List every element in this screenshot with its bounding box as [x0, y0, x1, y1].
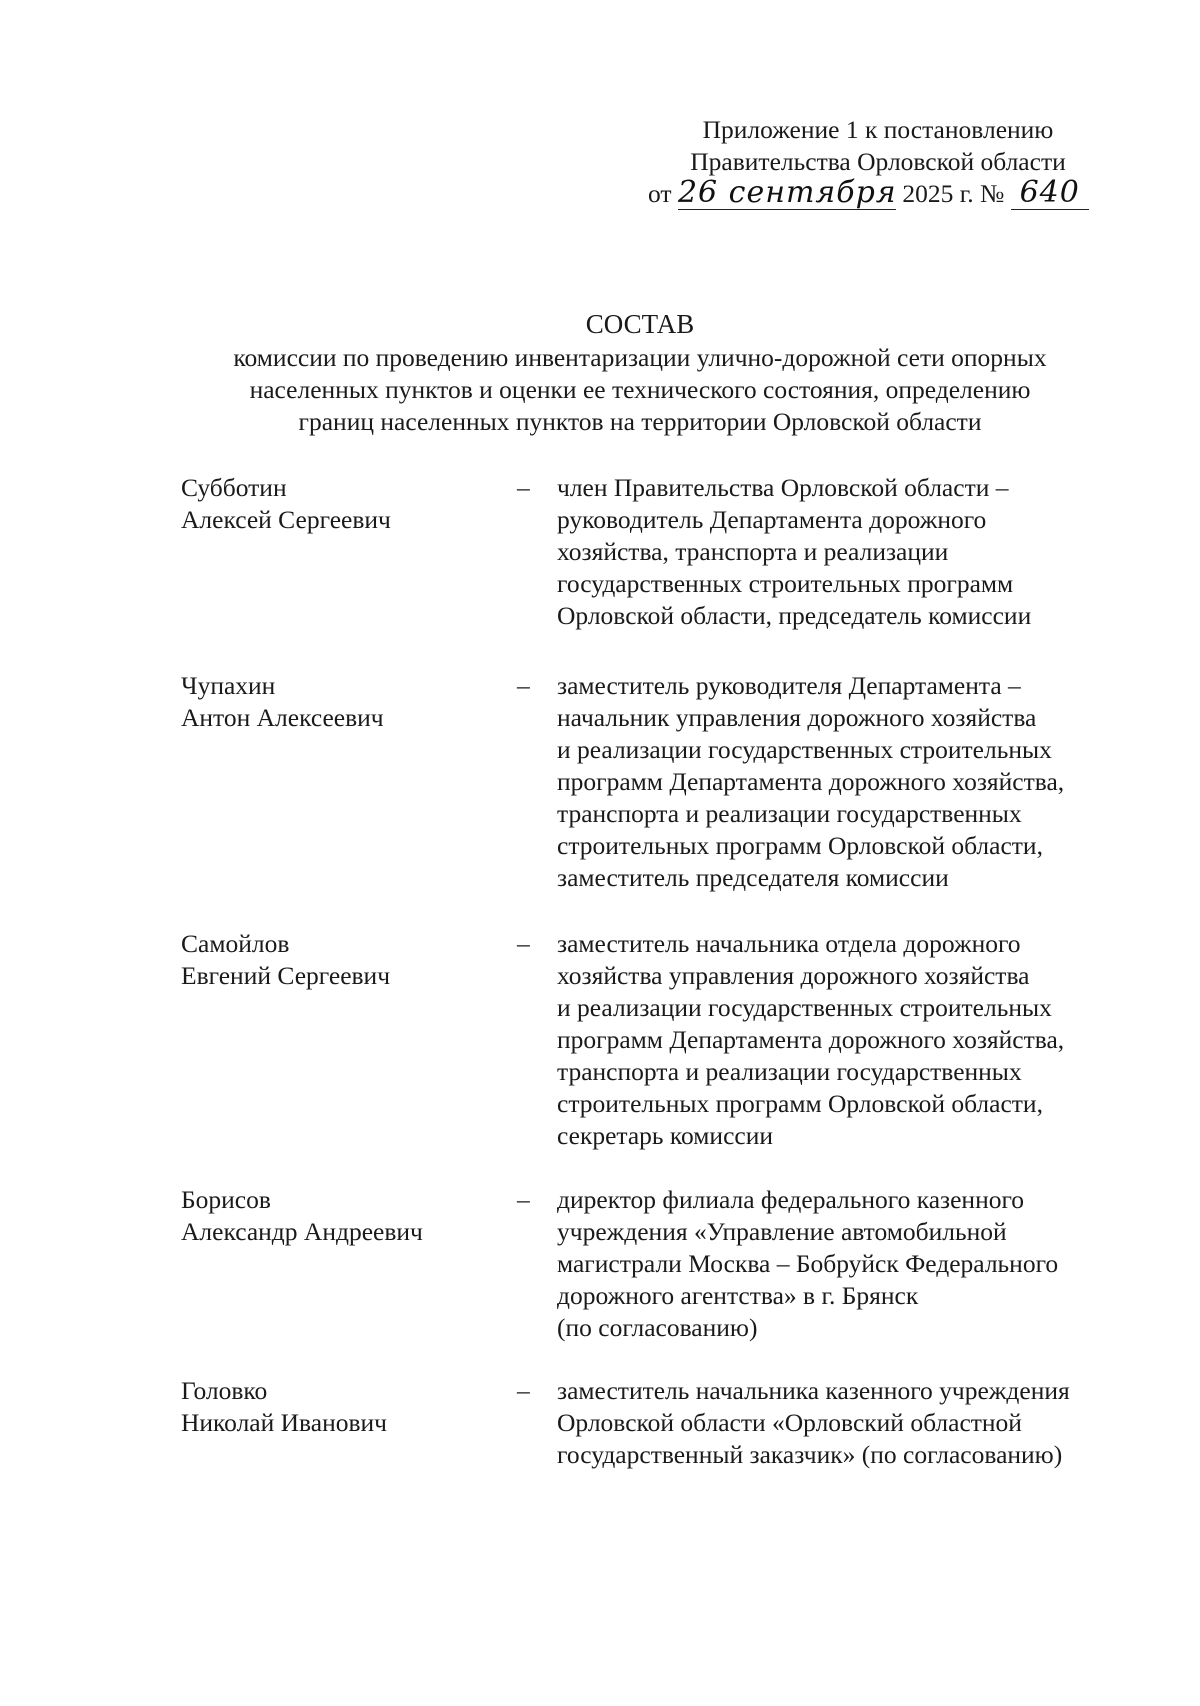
role-line: хозяйства управления дорожного хозяйства: [557, 961, 1030, 990]
member-surname: Борисов: [181, 1185, 271, 1214]
member-surname: Субботин: [181, 473, 287, 502]
member-role: [557, 1375, 1157, 1471]
role-line: секретарь комиссии: [557, 1121, 774, 1150]
date-prefix: от: [648, 179, 672, 208]
role-line: заместитель руководителя Департамента –: [557, 671, 1021, 700]
role-line: государственный заказчик» (по согласованию): [557, 1440, 1063, 1469]
subtitle-line: населенных пунктов и оценки ее технического состояния, определению: [249, 375, 1031, 404]
role-line: директор филиала федерального казенного: [557, 1185, 1025, 1214]
role-line: и реализации государственных строительных: [557, 993, 1052, 1022]
attachment-header: [648, 114, 1108, 210]
role-line: и реализации государственных строительных: [557, 735, 1052, 764]
subtitle-line: комиссии по проведению инвентаризации улично-дорожной сети опорных: [233, 343, 1047, 372]
role-line: хозяйства, транспорта и реализации: [557, 537, 949, 566]
subtitle-line: границ населенных пунктов на территории Орловской области: [298, 407, 982, 436]
role-line: заместитель председателя комиссии: [557, 863, 949, 892]
role-line: Орловской области, председатель комиссии: [557, 601, 1032, 630]
role-line: руководитель Департамента дорожного: [557, 505, 987, 534]
member-role: [557, 1184, 1157, 1344]
role-line: строительных программ Орловской области,: [557, 831, 1043, 860]
member-surname: Чупахин: [181, 671, 276, 700]
handwritten-number: 640: [1011, 178, 1089, 210]
role-line: магистрали Москва – Бобруйск Федерального: [557, 1249, 1059, 1278]
role-line: член Правительства Орловской области –: [557, 473, 1009, 502]
document-title: СОСТАВ: [585, 309, 695, 339]
member-given-names: Антон Алексеевич: [181, 703, 384, 732]
member-surname: Головко: [181, 1376, 268, 1405]
role-line: государственных строительных программ: [557, 569, 1014, 598]
member-role: [557, 670, 1157, 894]
member-name: [181, 1375, 387, 1439]
member-name: [181, 1184, 423, 1248]
role-line: заместитель начальника казенного учреждения: [557, 1376, 1070, 1405]
member-given-names: Александр Андреевич: [181, 1217, 423, 1246]
member-role: [557, 928, 1157, 1152]
role-line: транспорта и реализации государственных: [557, 1057, 1022, 1086]
header-line-2: Правительства Орловской области: [690, 147, 1066, 176]
member-surname: Самойлов: [181, 929, 290, 958]
header-date-line: [648, 175, 1108, 210]
handwritten-date: 26 сентября: [677, 175, 897, 210]
role-line: учреждения «Управление автомобильной: [557, 1217, 1007, 1246]
role-line: Орловской области «Орловский областной: [557, 1408, 1022, 1437]
year-text: 2025 г. №: [902, 179, 1005, 208]
member-name: [181, 928, 390, 992]
member-dash: –: [517, 929, 530, 958]
member-given-names: Алексей Сергеевич: [181, 505, 391, 534]
role-line: (по согласованию): [557, 1313, 758, 1342]
member-name: [181, 472, 391, 536]
member-dash: –: [517, 671, 530, 700]
member-dash: –: [517, 473, 530, 502]
header-line-1: Приложение 1 к постановлению: [702, 115, 1054, 144]
member-given-names: Николай Иванович: [181, 1408, 387, 1437]
member-dash: –: [517, 1185, 530, 1214]
role-line: строительных программ Орловской области,: [557, 1089, 1043, 1118]
member-role: [557, 472, 1157, 632]
role-line: заместитель начальника отдела дорожного: [557, 929, 1021, 958]
member-given-names: Евгений Сергеевич: [181, 961, 391, 990]
role-line: программ Департамента дорожного хозяйства,: [557, 767, 1065, 796]
role-line: начальник управления дорожного хозяйства: [557, 703, 1037, 732]
role-line: дорожного агентства» в г. Брянск: [557, 1281, 919, 1310]
role-line: программ Департамента дорожного хозяйства,: [557, 1025, 1065, 1054]
role-line: транспорта и реализации государственных: [557, 799, 1022, 828]
document-title-block: [120, 308, 1160, 438]
member-dash: –: [517, 1376, 530, 1405]
member-name: [181, 670, 384, 734]
